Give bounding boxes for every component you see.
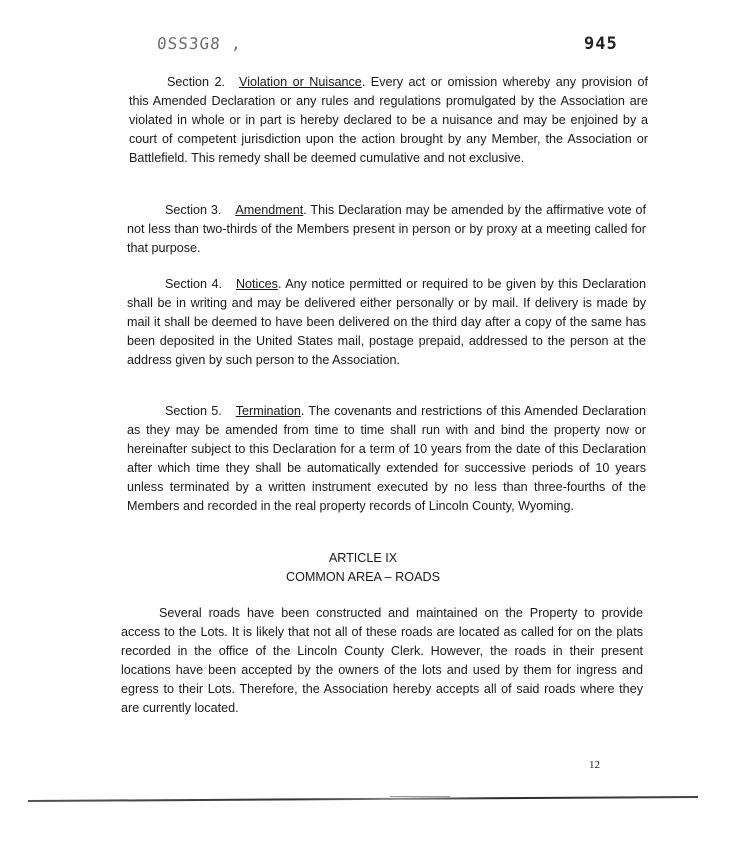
section-5-paragraph [127, 402, 646, 515]
section-2-text: . Every act or omission whereby any provision of this Amended Declaration or any rules and regulations promulgated by the Association are violated in whole or in part is hereby declared to be a nuisance and may be enjoined by a court of competent jurisdiction upon the action brought by any Member, the Association or Battlefield. This remedy shall be deemed cumulative and not exclusive. [129, 75, 649, 165]
section-3-label: Section 3. [165, 203, 222, 217]
section-2-paragraph [129, 73, 648, 168]
section-3-paragraph [127, 201, 646, 258]
scan-edge-line [28, 796, 698, 802]
section-2-label: Section 2. [167, 75, 226, 89]
section-5-title: Termination [235, 404, 301, 418]
section-4-paragraph [127, 275, 646, 370]
section-5-label: Section 5. [165, 404, 222, 418]
book-page-stamp: 945 [584, 34, 618, 54]
section-3-text: . This Declaration may be amended by the affirmative vote of not less than two-thirds of the Members present in person or by proxy at a meeting called for that purpose. [127, 203, 646, 255]
article-subtitle: COMMON AREA – ROADS [286, 570, 440, 584]
page-number: 12 [589, 759, 600, 771]
scan-edge-mark [390, 796, 450, 797]
article-text: Several roads have been constructed and maintained on the Property to provide access to the Lots. It is likely that not all of these roads are located as called for on the plats recorded in the office of the Lincoln County Clerk. However, the roads in their present locations have been accepted by the owners of the lots and used by them for ingress and egress to their Lots. Therefore, the Association hereby accepts all of said roads where they are currently located. [121, 606, 643, 715]
section-5-text: . The covenants and restrictions of this Amended Declaration as they may be amended from time to time shall run with and bind the property now or hereinafter subject to this Declaration for a term of 10 years from the date of this Declaration after which time they shall be automatically extended for successive periods of 10 years unless terminated by a written instrument executed by no less than three-fourths of the Members and recorded in the real property records of Lincoln County, Wyoming. [127, 404, 646, 513]
recording-stamp: 0SS3G8 , [156, 34, 243, 53]
section-4-title: Notices [235, 277, 278, 291]
article-title: ARTICLE IX [328, 551, 398, 565]
section-2-title: Violation or Nuisance [239, 75, 362, 89]
section-4-text: . Any notice permitted or required to be given by this Declaration shall be in writing and may be delivered either personally or by mail. If delivery is made by mail it shall be deemed to have been delivered on the third day after a copy of the same has been deposited in the United States mail, postage prepaid, addressed to the person at the address given by such person to the Association. [127, 277, 646, 367]
article-paragraph [121, 604, 643, 717]
section-3-title: Amendment [235, 203, 304, 217]
section-4-label: Section 4. [165, 277, 222, 291]
